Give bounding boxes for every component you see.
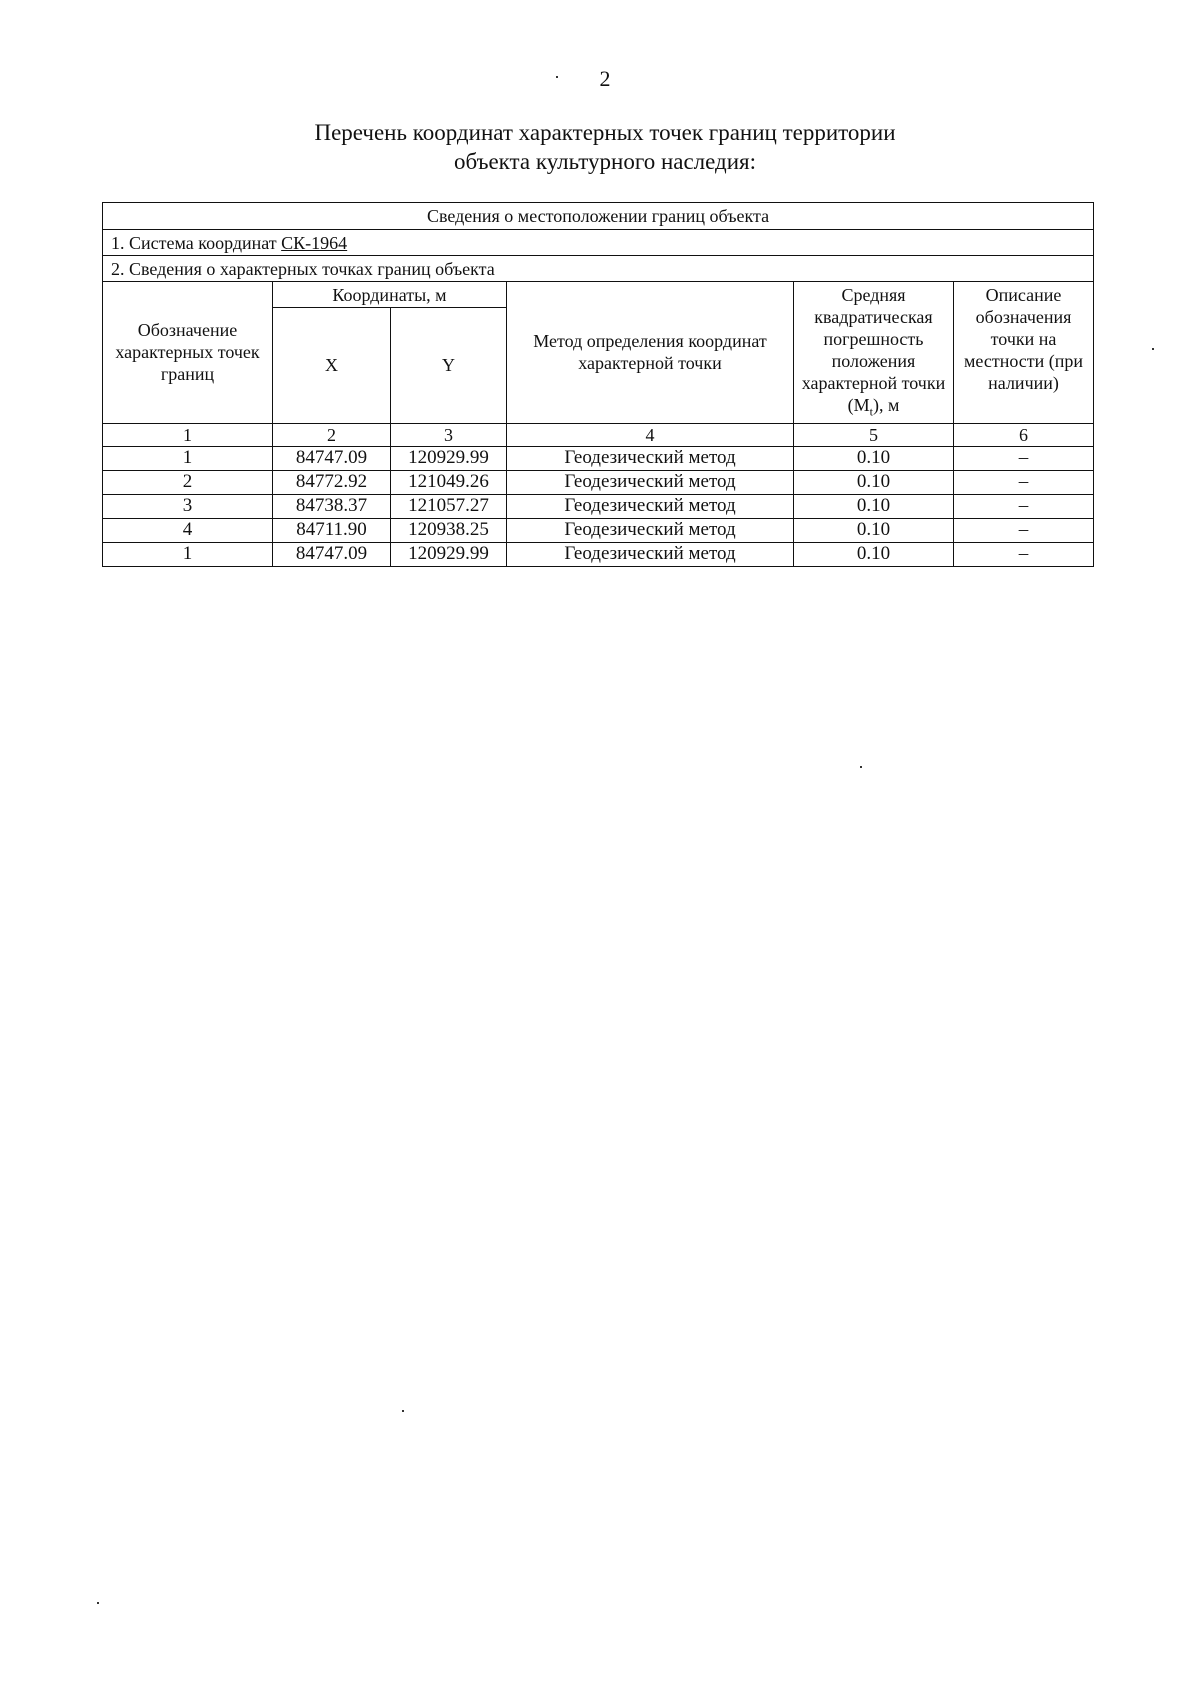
cell-y: 121057.27: [391, 494, 507, 518]
coord-system-row: [103, 230, 1094, 256]
cell-description: –: [954, 470, 1094, 494]
scan-speck: [556, 76, 558, 78]
cell-y: 120938.25: [391, 518, 507, 542]
document-title: [0, 118, 1200, 176]
cell-y: 120929.99: [391, 446, 507, 470]
column-number: 3: [391, 423, 507, 446]
scan-speck: [97, 1602, 99, 1604]
scan-speck: [860, 766, 862, 768]
column-number: 2: [273, 423, 391, 446]
cell-error: 0.10: [794, 494, 954, 518]
points-header-row: [103, 256, 1094, 282]
scan-speck: [402, 1410, 404, 1412]
table-row: [103, 446, 1094, 470]
column-number: 4: [507, 423, 794, 446]
header-coordinates: Координаты, м: [273, 282, 507, 308]
cell-point: 1: [103, 446, 273, 470]
page-number: 2: [599, 66, 611, 91]
scan-speck: [1152, 348, 1154, 350]
title-line-1: Перечень координат характерных точек границ территории: [314, 120, 896, 145]
header-rmse: [794, 282, 954, 424]
cell-error: 0.10: [794, 470, 954, 494]
cell-point: 3: [103, 494, 273, 518]
table-row: [103, 494, 1094, 518]
points-header: 2. Сведения о характерных точках границ объекта: [103, 256, 1094, 282]
cell-method: Геодезический метод: [507, 470, 794, 494]
header-method: Метод определения координат характерной точки: [507, 282, 794, 424]
table-section-header-row: [103, 203, 1094, 230]
cell-x: 84738.37: [273, 494, 391, 518]
title-line-2: объекта культурного наследия:: [453, 149, 757, 174]
cell-method: Геодезический метод: [507, 446, 794, 470]
table-row: [103, 542, 1094, 566]
cell-x: 84747.09: [273, 446, 391, 470]
column-number-row: [103, 423, 1094, 446]
header-rmse-prefix: Средняя квадратическая погрешность положения характерной точки (M: [801, 285, 946, 415]
header-rmse-suffix: ), м: [872, 395, 900, 415]
section-header: Сведения о местоположении границ объекта: [103, 203, 1094, 230]
cell-point: 4: [103, 518, 273, 542]
cell-method: Геодезический метод: [507, 518, 794, 542]
cell-description: –: [954, 494, 1094, 518]
coord-system-value: СК-1964: [281, 232, 348, 253]
cell-y: 120929.99: [391, 542, 507, 566]
coord-system-label: 1. Система координат: [111, 232, 282, 253]
table-row: [103, 518, 1094, 542]
cell-x: 84772.92: [273, 470, 391, 494]
header-rmse-sub: t: [869, 404, 873, 419]
header-y: Y: [391, 308, 507, 423]
cell-error: 0.10: [794, 446, 954, 470]
cell-method: Геодезический метод: [507, 494, 794, 518]
coord-system-cell: [103, 230, 1094, 256]
cell-description: –: [954, 518, 1094, 542]
column-number: 6: [954, 423, 1094, 446]
column-number: 5: [794, 423, 954, 446]
cell-y: 121049.26: [391, 470, 507, 494]
cell-point: 1: [103, 542, 273, 566]
column-number: 1: [103, 423, 273, 446]
header-description: Описание обозначения точки на местности (при наличии): [954, 282, 1094, 424]
table-row: [103, 470, 1094, 494]
header-designation: Обозначение характерных точек границ: [103, 282, 273, 424]
cell-method: Геодезический метод: [507, 542, 794, 566]
cell-x: 84711.90: [273, 518, 391, 542]
header-x: X: [273, 308, 391, 423]
cell-error: 0.10: [794, 542, 954, 566]
cell-point: 2: [103, 470, 273, 494]
cell-description: –: [954, 446, 1094, 470]
column-header-row-1: [103, 282, 1094, 308]
cell-description: –: [954, 542, 1094, 566]
cell-x: 84747.09: [273, 542, 391, 566]
cell-error: 0.10: [794, 518, 954, 542]
coordinates-table: [102, 202, 1094, 567]
